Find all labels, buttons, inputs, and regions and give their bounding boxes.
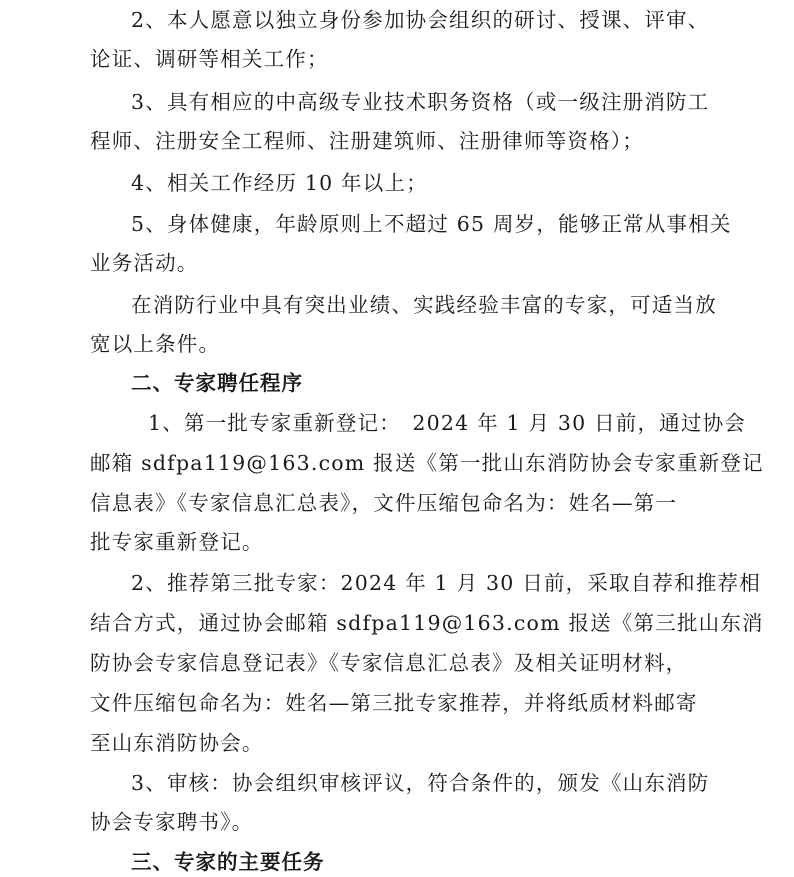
relaxation-note-line-2: 宽以上条件。 [90,332,221,356]
procedure-1-line-4: 批专家重新登记。 [90,530,264,554]
procedure-1-line-2: 邮箱 sdfpa119@163.com 报送《第一批山东消防协会专家重新登记 [90,451,764,475]
procedure-2-line-2: 结合方式，通过协会邮箱 sdfpa119@163.com 报送《第三批山东消 [90,611,764,635]
procedure-1-line-3: 信息表》《专家信息汇总表》，文件压缩包命名为：姓名—第一 [90,491,678,515]
requirement-5-line-2: 业务活动。 [90,251,199,275]
procedure-3-line-2: 协会专家聘书》。 [90,810,254,834]
procedure-1-line-1: 1、第一批专家重新登记： 2024 年 1 月 30 日前，通过协会 [148,411,746,435]
requirement-4: 4、相关工作经历 10 年以上； [131,171,428,195]
procedure-2-line-4: 文件压缩包命名为：姓名—第三批专家推荐，并将纸质材料邮寄 [90,691,698,715]
section-heading-main-tasks: 三、专家的主要任务 [131,850,325,874]
requirement-2-line-2: 论证、调研等相关工作； [90,47,329,71]
procedure-2-line-3: 防协会专家信息登记表》《专家信息汇总表》及相关证明材料， [90,651,688,675]
section-heading-appointment-procedure: 二、专家聘任程序 [131,371,303,395]
procedure-2-line-1: 2、推荐第三批专家：2024 年 1 月 30 日前，采取自荐和推荐相 [131,571,761,595]
requirement-3-line-1: 3、具有相应的中高级专业技术职务资格（或一级注册消防工 [131,90,710,114]
procedure-2-line-5: 至山东消防协会。 [90,731,264,755]
requirement-5-line-1: 5、身体健康，年龄原则上不超过 65 周岁，能够正常从事相关 [131,212,732,236]
relaxation-note-line-1: 在消防行业中具有突出业绩、实践经验丰富的专家，可适当放 [131,293,717,317]
requirement-3-line-2: 程师、注册安全工程师、注册建筑师、注册律师等资格）； [90,129,644,153]
requirement-2-line-1: 2、本人愿意以独立身份参加协会组织的研讨、授课、评审、 [131,8,710,32]
procedure-3-line-1: 3、审核：协会组织审核评议，符合条件的，颁发《山东消防 [131,771,710,795]
